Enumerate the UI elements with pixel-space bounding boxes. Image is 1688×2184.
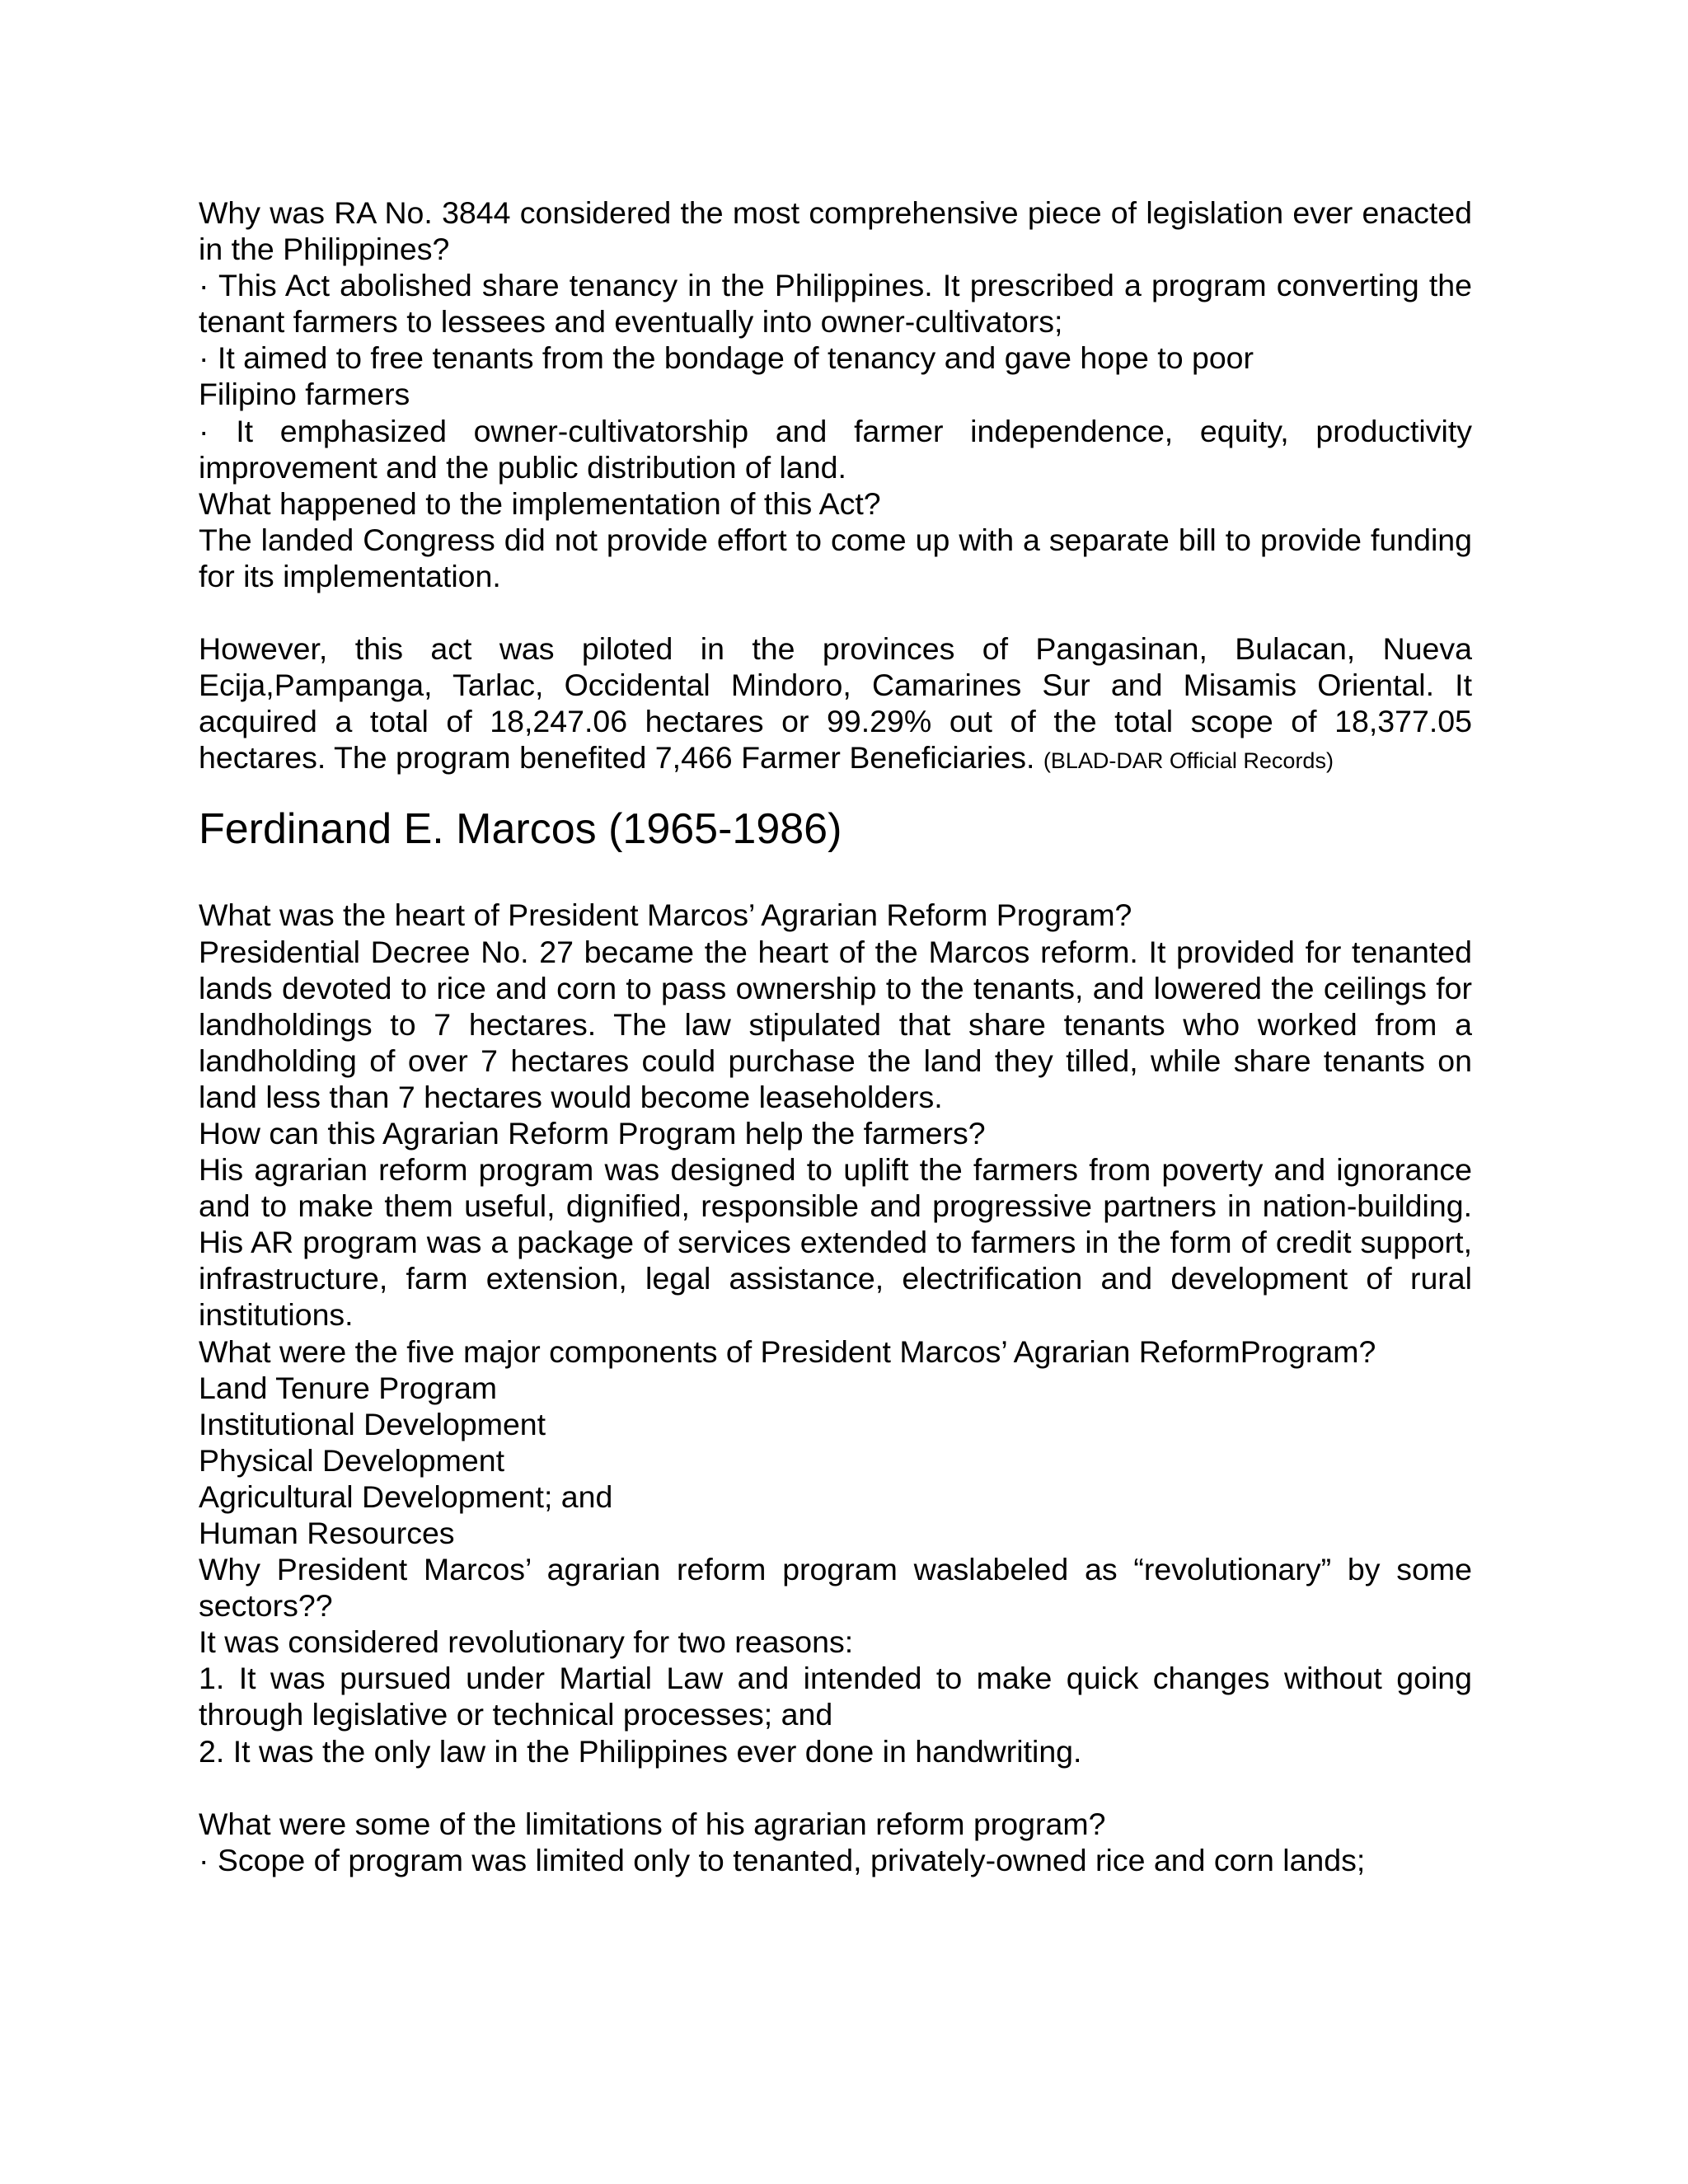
- paragraph-pilot-provinces: [199, 630, 1472, 779]
- question-help-farmers: How can this Agrarian Reform Program help the farmers?: [199, 1115, 986, 1151]
- answer-help-farmers: His agrarian reform program was designed to uplift the farmers from poverty and ignorance and to make them useful, dignified, responsible and progressive partners in nation-building. His AR program was a package of services extended to farmers in the form of credit support, infrastructure, farm extension, legal assistance, electrification and development of rural institutions.: [199, 1152, 1472, 1333]
- answer-pd27: Presidential Decree No. 27 became the heart of the Marcos reform. It provided for tenanted lands devoted to rice and corn to pass ownership to the tenants, and lowered the ceilings for landholdings to 7 hectares. The law stipulated that share tenants who worked from a landholding of over 7 hectares could purchase the land they tilled, while share tenants on land less than 7 hectares would become leaseholders.: [199, 934, 1472, 1114]
- bullet-scope-limited: · Scope of program was limited only to tenanted, privately-owned rice and corn lands;: [199, 1842, 1366, 1877]
- component-item: Land Tenure Program: [199, 1370, 498, 1405]
- question-implementation: What happened to the implementation of this Act?: [199, 485, 881, 521]
- question-revolutionary: Why President Marcos’ agrarian reform program waslabeled as “revolutionary” by some sectors??: [199, 1552, 1472, 1624]
- document-page: [199, 194, 1472, 1878]
- reason-martial-law: 1. It was pursued under Martial Law and intended to make quick changes without going through legislative or technical processes; and: [199, 1661, 1472, 1732]
- component-item: Physical Development: [199, 1442, 505, 1478]
- component-item: Human Resources: [199, 1516, 455, 1550]
- bullet-abolished-tenancy: · This Act abolished share tenancy in the Philippines. It prescribed a program converting the tenant farmers to lessees and eventually into owner-cultivators;: [199, 268, 1472, 340]
- pilot-provinces-text: However, this act was piloted in the provinces of Pangasinan, Bulacan, Nueva Ecija,Pampanga, Tarlac, Occidental Mindoro, Camarines Sur and Misamis Oriental. It acquired a total of 18,247.06 hectares or 99.29% out of the total scope of 18,377.05 hectares. The program benefited 7,466 Farmer Beneficiaries.: [199, 631, 1472, 776]
- paragraph-gap: [199, 594, 1472, 630]
- section-heading-marcos: Ferdinand E. Marcos (1965-1986): [199, 805, 842, 854]
- bullet-owner-cultivatorship: · It emphasized owner-cultivatorship and farmer independence, equity, productivity improvement and the public distribution of land.: [199, 413, 1472, 485]
- bullet-free-tenants-line1: · It aimed to free tenants from the bondage of tenancy and gave hope to poor: [199, 340, 1254, 376]
- component-item: Agricultural Development; and: [199, 1479, 613, 1514]
- component-item: Institutional Development: [199, 1406, 546, 1441]
- bullet-free-tenants-line2: Filipino farmers: [199, 377, 410, 412]
- question-ra3844: Why was RA No. 3844 considered the most comprehensive piece of legislation ever enacted in the Philippines?: [199, 195, 1472, 267]
- paragraph-gap: [199, 1769, 1472, 1806]
- reason-handwriting: 2. It was the only law in the Philippines ever done in handwriting.: [199, 1733, 1082, 1769]
- question-five-components: What were the five major components of President Marcos’ Agrarian ReformProgram?: [199, 1333, 1376, 1369]
- question-limitations: What were some of the limitations of his agrarian reform program?: [199, 1806, 1106, 1841]
- source-citation: (BLAD-DAR Official Records): [1043, 748, 1334, 774]
- answer-implementation: The landed Congress did not provide effort to come up with a separate bill to provide funding for its implementation.: [199, 522, 1472, 593]
- answer-revolutionary-intro: It was considered revolutionary for two reasons:: [199, 1624, 854, 1660]
- question-heart-of-program: What was the heart of President Marcos’ Agrarian Reform Program?: [199, 898, 1132, 933]
